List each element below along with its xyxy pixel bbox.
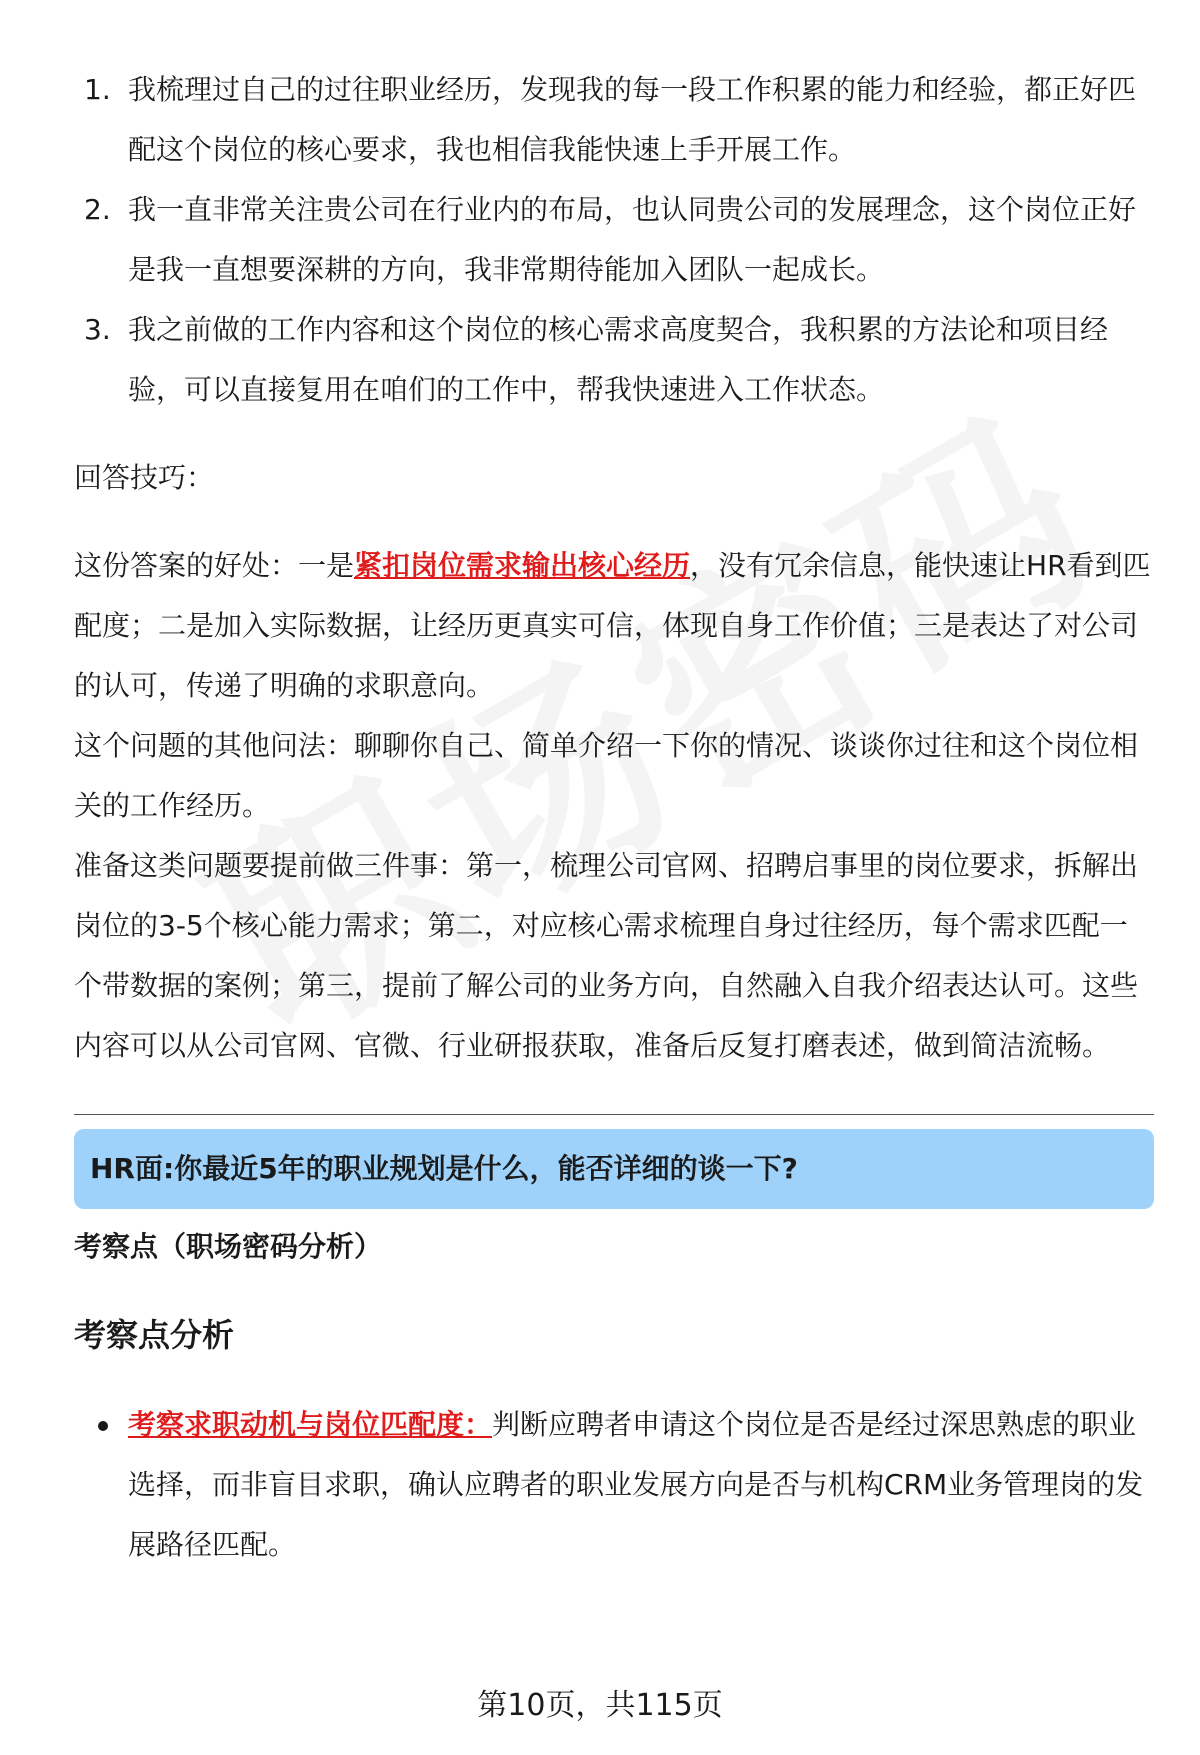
list-item [74, 60, 1154, 180]
other-asks-paragraph: 这个问题的其他问法：聊聊你自己、简单介绍一下你的情况、谈谈你过往和这个岗位相关的工作经历。 [74, 729, 1139, 822]
list-number: 1. [84, 73, 111, 106]
list-text: 我一直非常关注贵公司在行业内的布局，也认同贵公司的发展理念，这个岗位正好是我一直想要深耕的方向，我非常期待能加入团队一起成长。 [128, 193, 1137, 286]
bullet-icon [98, 1421, 108, 1431]
point-text: 判断应聘者申请这个岗位是否是经过深思熟虑的职业选择，而非盲目求职，确认应聘者的职业发展方向是否与机构CRM业务管理岗的发展路径匹配。 [128, 1408, 1144, 1561]
list-item [74, 300, 1154, 420]
benefit-suffix: ，没有冗余信息，能快速让HR看到匹配度；二是加入实际数据，让经历更真实可信，体现自身工作价值；三是表达了对公司的认可，传递了明确的求职意向。 [74, 549, 1151, 702]
benefit-highlight: 紧扣岗位需求输出核心经历 [354, 549, 691, 582]
tips-label: 回答技巧： [74, 461, 215, 494]
analysis-list [74, 1395, 1154, 1575]
list-text: 我之前做的工作内容和这个岗位的核心需求高度契合，我积累的方法论和项目经验，可以直接复用在咱们的工作中，帮我快速进入工作状态。 [128, 313, 1109, 406]
benefit-prefix: 这份答案的好处：一是 [74, 549, 355, 582]
sub-heading: 考察点（职场密码分析） [74, 1230, 383, 1263]
list-number: 3. [84, 313, 111, 346]
divider [74, 1114, 1154, 1115]
page-footer: 第10页，共115页 [477, 1688, 723, 1723]
prepare-paragraph: 准备这类问题要提前做三件事：第一，梳理公司官网、招聘启事里的岗位要求，拆解出岗位的3-5个核心能力需求；第二，对应核心需求梳理自身过往经历，每个需求匹配一个带数据的案例；第三，提前了解公司的业务方向，自然融入自我介绍表达认可。这些内容可以从公司官网、官微、行业研报获取，准备后反复打磨表述，做到简洁流畅。 [74, 849, 1139, 1062]
document-page [74, 60, 1154, 1575]
list-item [74, 180, 1154, 300]
list-text: 我梳理过自己的过往职业经历，发现我的每一段工作积累的能力和经验，都正好匹配这个岗位的核心要求，我也相信我能快速上手开展工作。 [128, 73, 1137, 166]
answer-list [74, 60, 1154, 420]
list-item [74, 1395, 1154, 1575]
point-highlight: 考察求职动机与岗位匹配度： [128, 1408, 493, 1441]
section-title: 考察点分析 [74, 1316, 235, 1354]
list-number: 2. [84, 193, 111, 226]
benefit-paragraph [74, 536, 1154, 716]
question-box: HR面:你最近5年的职业规划是什么，能否详细的谈一下? [74, 1129, 1154, 1209]
